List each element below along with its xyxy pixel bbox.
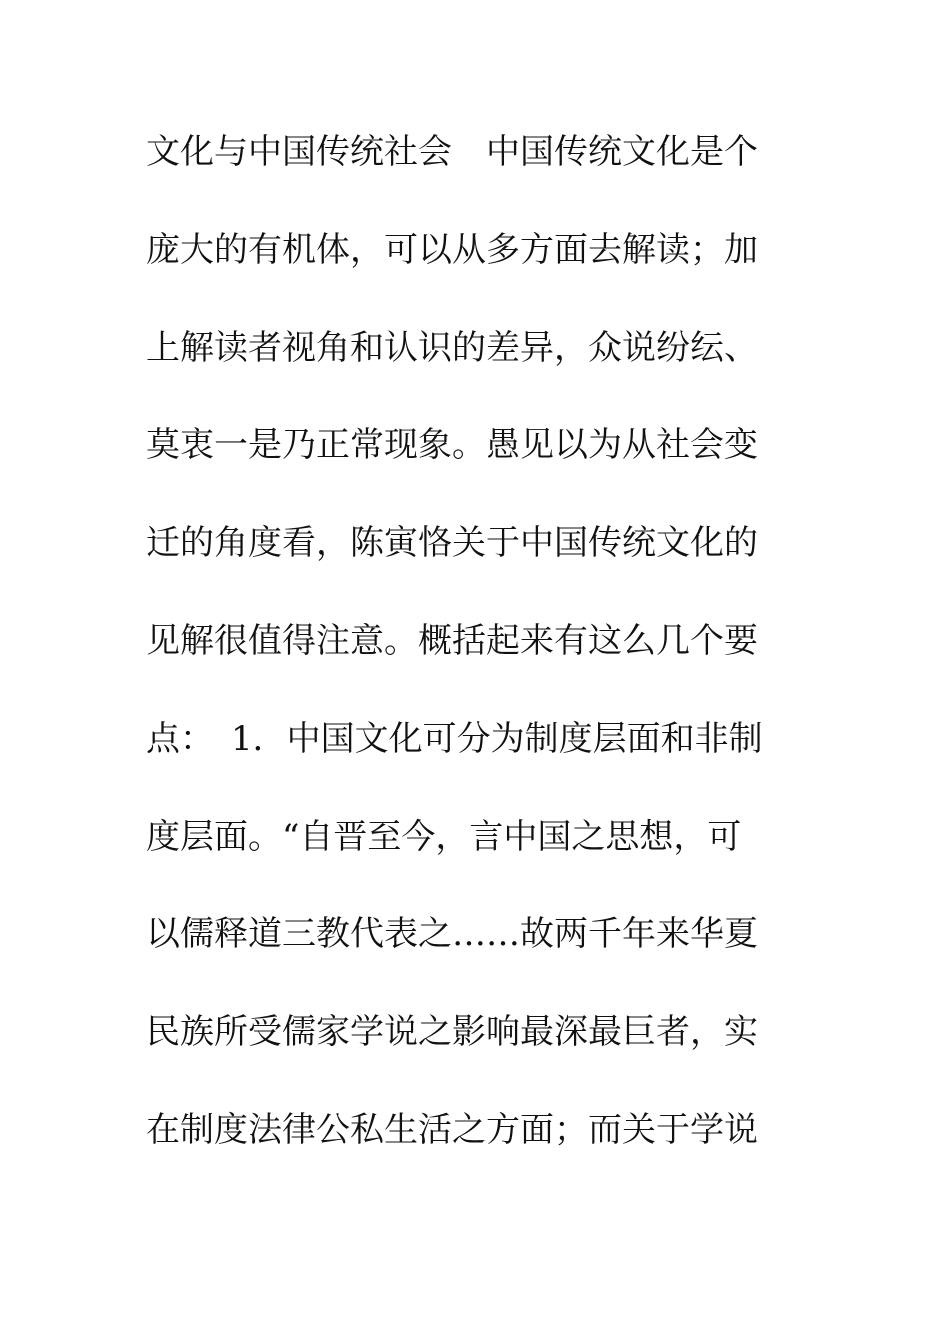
text-line: 庞大的有机体，可以从多方面去解读；加 — [146, 229, 758, 270]
text-line: 迁的角度看，陈寅恪关于中国传统文化的 — [146, 523, 758, 564]
body-text — [146, 122, 786, 1198]
text-line: 在制度法律公私生活之方面；而关于学说 — [146, 1109, 758, 1150]
text-line: 度层面。“自晋至今，言中国之思想，可 — [146, 816, 742, 857]
text-line: 莫衷一是乃正常现象。愚见以为从社会变 — [146, 425, 758, 466]
text-line: 见解很值得注意。概括起来有这么几个要 — [146, 620, 758, 661]
text-line: 点： 1．中国文化可分为制度层面和非制 — [146, 718, 763, 759]
text-line: 上解读者视角和认识的差异，众说纷纭、 — [146, 327, 758, 368]
text-line: 以儒释道三教代表之……故两千年来华夏 — [146, 914, 758, 955]
text-line: 民族所受儒家学说之影响最深最巨者，实 — [146, 1012, 758, 1053]
text-line: 文化与中国传统社会 中国传统文化是个 — [146, 132, 758, 172]
